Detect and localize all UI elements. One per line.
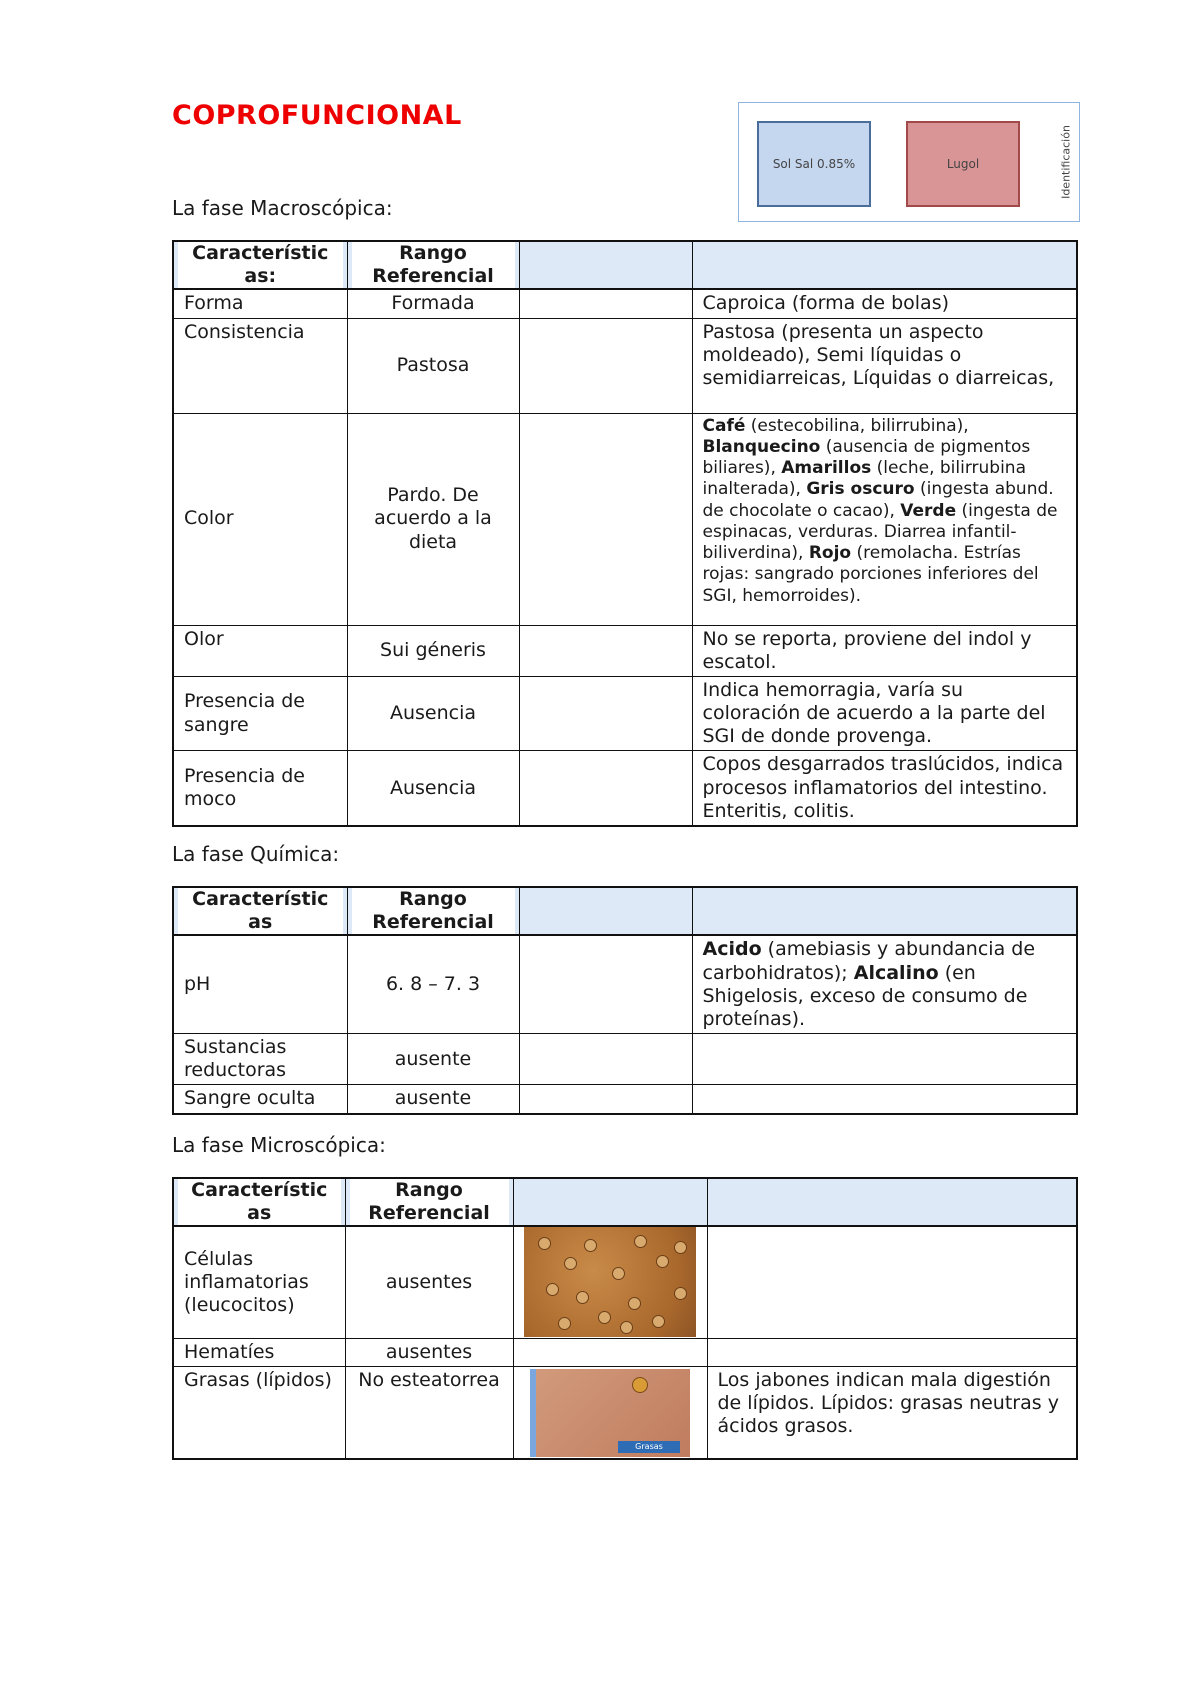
row-notes: Indica hemorragia, varía su coloración de acuerdo a la parte del SGI de donde provenga. — [692, 676, 1077, 751]
section-microscopica-heading: La fase Microscópica: — [172, 1133, 386, 1157]
row-range: 6. 8 – 7. 3 — [347, 935, 519, 1033]
row-notes: Pastosa (presenta un aspecto moldeado), Semi líquidas o semidiarreicas, Líquidas o diarreicas, — [692, 318, 1077, 413]
table-row — [173, 751, 1077, 826]
micro-table — [172, 1177, 1078, 1460]
table-row — [173, 1367, 1077, 1459]
micro-header-empty-1 — [513, 1178, 707, 1226]
row-range: Pastosa — [347, 318, 519, 413]
row-obs — [519, 1034, 692, 1085]
stain-legend — [738, 102, 1080, 222]
row-range: Ausencia — [347, 676, 519, 751]
row-range: Formada — [347, 289, 519, 318]
row-name: Presencia de moco — [173, 751, 347, 826]
fat-micrograph — [513, 1367, 707, 1459]
row-obs — [519, 751, 692, 826]
row-obs — [519, 676, 692, 751]
row-notes: No se reporta, proviene del indol y escatol. — [692, 625, 1077, 676]
macro-header-rango: Rango Referencial — [347, 241, 519, 289]
row-range: No esteatorrea — [345, 1367, 513, 1459]
row-obs — [519, 625, 692, 676]
section-macroscopica-heading: La fase Macroscópica: — [172, 196, 393, 220]
quimica-header-empty-1 — [519, 887, 692, 935]
row-obs — [519, 318, 692, 413]
section-quimica-heading: La fase Química: — [172, 842, 340, 866]
row-name: pH — [173, 935, 347, 1033]
row-obs — [519, 935, 692, 1033]
legend-identification-text: Identificación — [1059, 125, 1073, 199]
row-notes: Acido (amebiasis y abundancia de carbohidratos); Alcalino (en Shigelosis, exceso de consumo de proteínas). — [692, 935, 1077, 1033]
row-notes — [707, 1226, 1077, 1338]
table-row — [173, 318, 1077, 413]
legend-vertical-label — [1059, 119, 1073, 205]
row-notes: Los jabones indican mala digestión de lípidos. Lípidos: grasas neutras y ácidos grasos. — [707, 1367, 1077, 1459]
row-obs — [519, 1085, 692, 1114]
macro-table — [172, 240, 1078, 827]
leucocyte-micrograph — [513, 1226, 707, 1338]
row-name: Consistencia — [173, 318, 347, 413]
row-range: Sui géneris — [347, 625, 519, 676]
table-row — [173, 935, 1077, 1033]
macro-header-caracteristicas: Característic as: — [173, 241, 347, 289]
row-obs — [513, 1338, 707, 1366]
legend-saline-box: Sol Sal 0.85% — [757, 121, 871, 207]
row-notes: Copos desgarrados traslúcidos, indica procesos inflamatorios del intestino. Enteritis, colitis. — [692, 751, 1077, 826]
macro-header-empty-1 — [519, 241, 692, 289]
legend-lugol-box: Lugol — [906, 121, 1020, 207]
row-notes: Caproica (forma de bolas) — [692, 289, 1077, 318]
fat-micrograph-label: Grasas — [618, 1441, 680, 1453]
row-range: ausente — [347, 1034, 519, 1085]
table-row — [173, 1085, 1077, 1114]
row-notes: Café (estecobilina, bilirrubina), Blanquecino (ausencia de pigmentos biliares), Amarillos (leche, bilirrubina inalterada), Gris oscuro (ingesta abund. de chocolate o cacao), Verde (ingesta de espinacas, verduras. Diarrea infantil-biliverdina), Rojo (remolacha. Estrías rojas: sangrado porciones inferiores del SGI, hemorroides). — [692, 413, 1077, 625]
row-name: Sustancias reductoras — [173, 1034, 347, 1085]
row-notes — [692, 1034, 1077, 1085]
table-row — [173, 1338, 1077, 1366]
row-name: Forma — [173, 289, 347, 318]
row-name: Grasas (lípidos) — [173, 1367, 345, 1459]
row-name: Olor — [173, 625, 347, 676]
page-title: COPROFUNCIONAL — [172, 100, 462, 131]
table-row — [173, 289, 1077, 318]
table-row — [173, 1034, 1077, 1085]
micro-header-empty-2 — [707, 1178, 1077, 1226]
quimica-header-empty-2 — [692, 887, 1077, 935]
row-range: Ausencia — [347, 751, 519, 826]
row-notes — [692, 1085, 1077, 1114]
row-range: ausentes — [345, 1226, 513, 1338]
quimica-table — [172, 886, 1078, 1115]
row-range: Pardo. De acuerdo a la dieta — [347, 413, 519, 625]
table-row — [173, 625, 1077, 676]
table-row — [173, 413, 1077, 625]
row-obs — [519, 413, 692, 625]
row-notes — [707, 1338, 1077, 1366]
row-range: ausentes — [345, 1338, 513, 1366]
row-name: Sangre oculta — [173, 1085, 347, 1114]
row-name: Hematíes — [173, 1338, 345, 1366]
quimica-header-caracteristicas: Característic as — [173, 887, 347, 935]
micro-header-rango: Rango Referencial — [345, 1178, 513, 1226]
micro-header-caracteristicas: Característic as — [173, 1178, 345, 1226]
quimica-header-rango: Rango Referencial — [347, 887, 519, 935]
row-name: Color — [173, 413, 347, 625]
row-name: Presencia de sangre — [173, 676, 347, 751]
row-name: Células inflamatorias (leucocitos) — [173, 1226, 345, 1338]
macro-header-empty-2 — [692, 241, 1077, 289]
table-row — [173, 1226, 1077, 1338]
table-row — [173, 676, 1077, 751]
row-range: ausente — [347, 1085, 519, 1114]
row-obs — [519, 289, 692, 318]
